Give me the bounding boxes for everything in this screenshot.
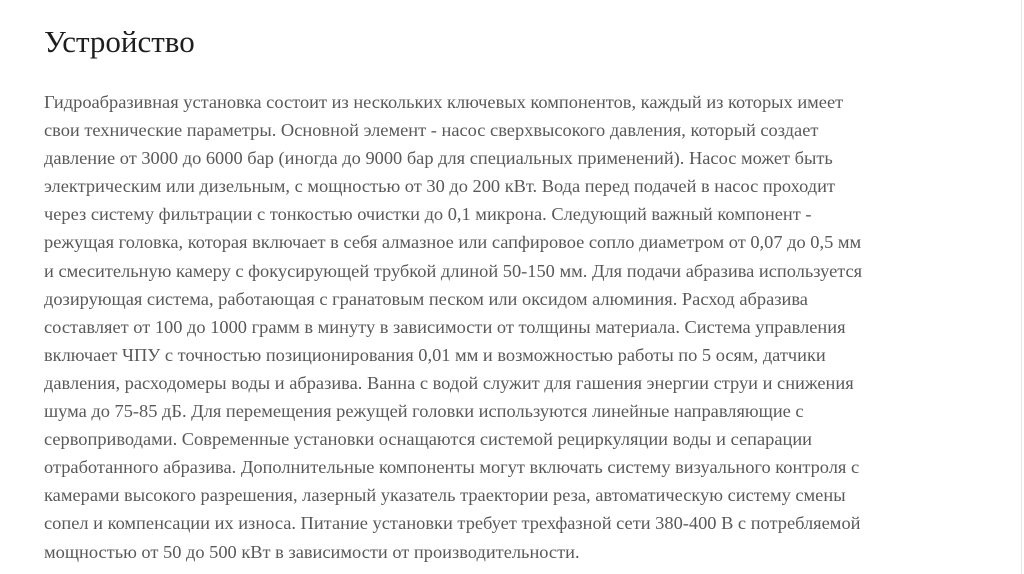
body-line: сервоприводами. Современные установки оснащаются системой рециркуляции воды и сепарации	[44, 429, 813, 450]
body-line: шума до 75-85 дБ. Для перемещения режущей головки используются линейные направляющие с	[44, 401, 804, 422]
body-line: составляет от 100 до 1000 грамм в минуту в зависимости от толщины материала. Система управления	[44, 316, 846, 337]
body-line: дозирующая система, работающая с гранатовым песком или оксидом алюминия. Расход абразива	[44, 288, 808, 309]
body-line: сопел и компенсации их износа. Питание установки требует трехфазной сети 380-400 В с потребляемой	[44, 513, 861, 534]
slide-edge-divider	[1021, 0, 1022, 574]
body-line: электрическим или дизельным, с мощностью от 30 до 200 кВт. Вода перед подачей в насос проходит	[44, 176, 836, 197]
body-line: давление от 3000 до 6000 бар (иногда до 9000 бар для специальных применений). Насос может быть	[44, 148, 833, 169]
body-line: давления, расходомеры воды и абразива. Ванна с водой служит для гашения энергии струи и снижения	[44, 372, 854, 393]
body-line: свои технические параметры. Основной элемент - насос сверхвысокого давления, который создает	[44, 120, 819, 141]
body-line: и смесительную камеру с фокусирующей трубкой длиной 50-150 мм. Для подачи абразива используется	[44, 260, 863, 281]
body-paragraph	[44, 88, 984, 566]
slide-title: Устройство	[44, 24, 195, 59]
body-line: Гидроабразивная установка состоит из нескольких ключевых компонентов, каждый из которых имеет	[44, 92, 844, 112]
body-line: включает ЧПУ с точностью позиционирования 0,01 мм и возможностью работы по 5 осям, датчики	[44, 344, 826, 365]
body-line: мощностью от 50 до 500 кВт в зависимости от производительности.	[44, 541, 580, 562]
body-line: камерами высокого разрешения, лазерный указатель траектории реза, автоматическую систему смены	[44, 485, 846, 506]
body-line: режущая головка, которая включает в себя алмазное или сапфировое сопло диаметром от 0,07 до 0,5 мм	[44, 232, 862, 253]
body-line: отработанного абразива. Дополнительные компоненты могут включать систему визуального контроля с	[44, 457, 860, 478]
body-line: через систему фильтрации с тонкостью очистки до 0,1 микрона. Следующий важный компонент -	[44, 204, 812, 225]
